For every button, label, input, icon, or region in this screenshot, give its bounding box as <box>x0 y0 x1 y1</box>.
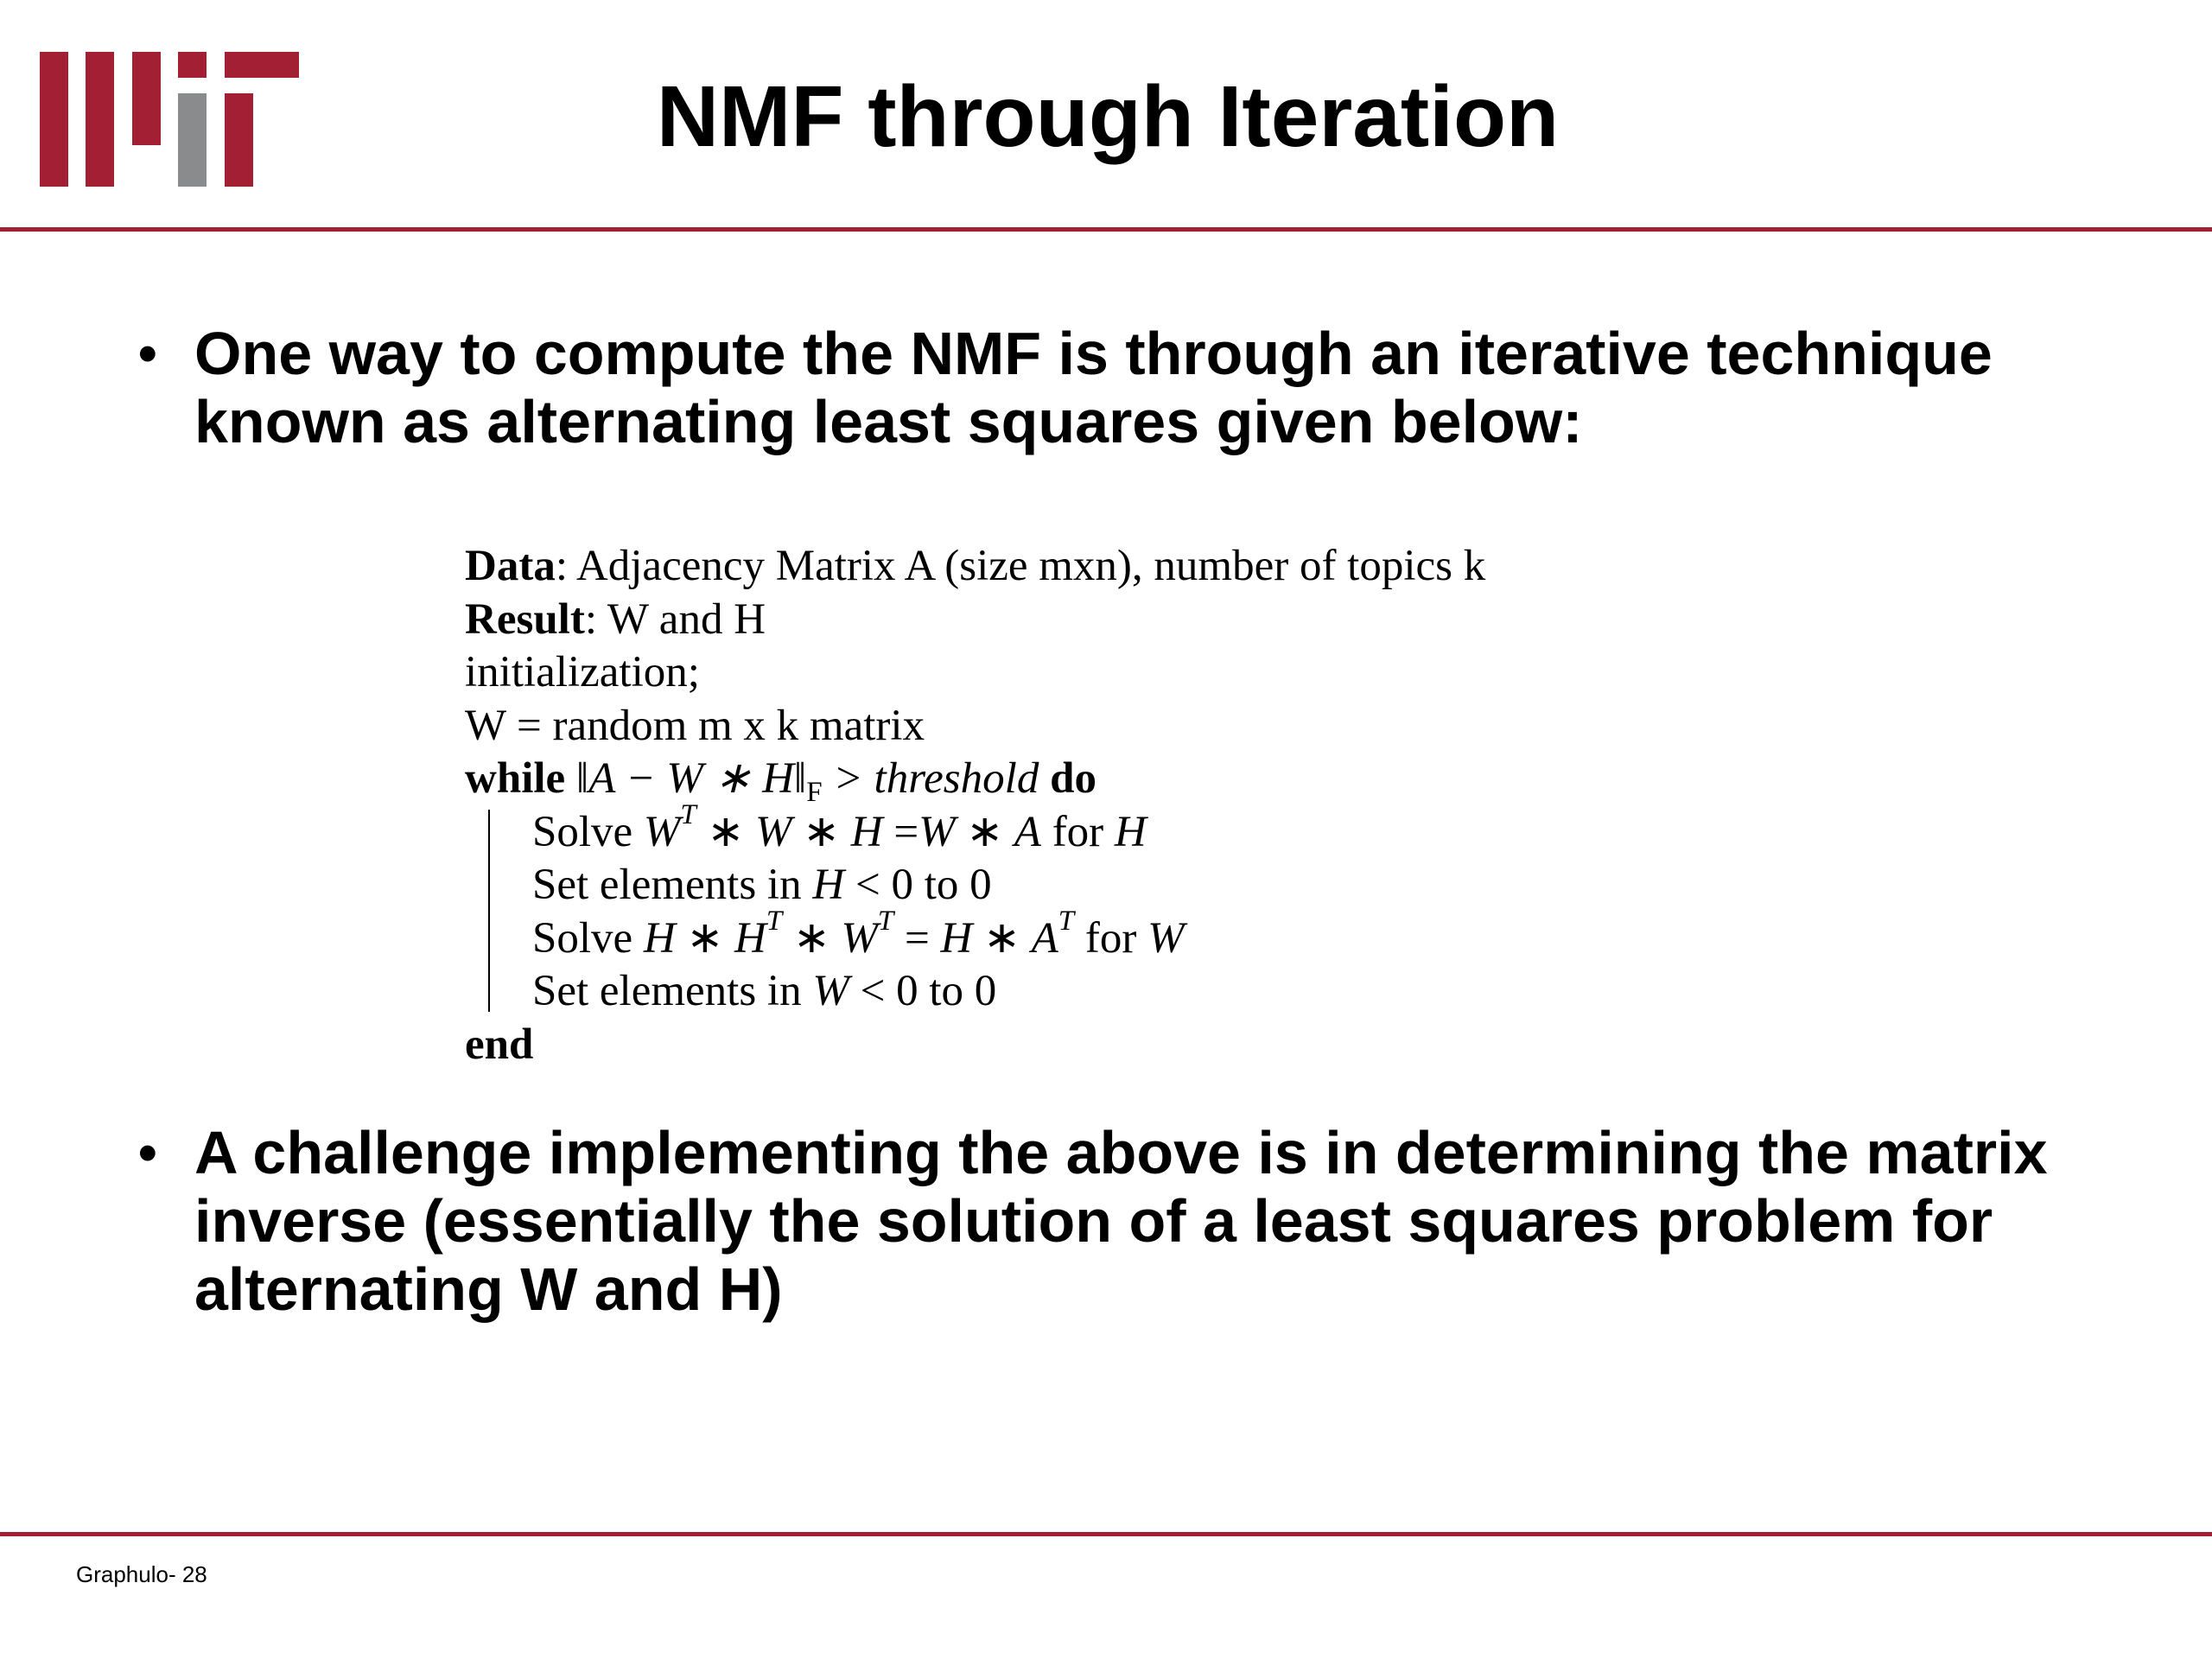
algo-init-line: initialization; <box>465 648 700 696</box>
bullet-item <box>138 1119 2126 1324</box>
algo-result-text: : W and H <box>584 594 766 644</box>
algo-data-text: : Adjacency Matrix A (size mxn), number of topics k <box>555 542 1486 590</box>
algorithm-block <box>465 540 1934 1071</box>
algo-w-line: W = random m x k matrix <box>465 701 925 750</box>
slide-title: NMF through Iteration <box>656 68 1560 165</box>
algo-loop-line: Solve H ∗ $H^T$ ∗ $W^T = H$ ∗ $A^T$ for W <box>532 905 1185 963</box>
algo-result-line <box>465 594 1934 647</box>
algo-while-rest: > threshold <box>822 754 1039 803</box>
algo-loop-body <box>465 798 1934 1019</box>
algo-data-line <box>465 540 1934 594</box>
algo-do-keyword: do <box>1050 754 1096 803</box>
algo-result-label: Result <box>465 594 585 644</box>
algo-while-subscript: F <box>806 777 823 808</box>
bullet-item <box>138 320 2126 456</box>
algo-loop-line: Set elements in W < 0 to 0 <box>532 967 997 1015</box>
algo-data-label: Data <box>465 542 556 590</box>
bullet-text: One way to compute the NMF is through an iterative technique known as alternating least squares given below: <box>194 320 1993 455</box>
bullet-dot: • <box>138 1123 157 1183</box>
algo-while-line <box>465 753 1934 806</box>
algo-loop-line: Set elements in H < 0 to 0 <box>532 861 992 909</box>
bullet-text: A challenge implementing the above is in determining the matrix inverse (essentially the solution of a least squares problem for alternating W and H) <box>194 1119 2048 1323</box>
algo-end-keyword: end <box>465 1020 534 1069</box>
algo-while-keyword: while <box>465 754 566 803</box>
slide-footer: Graphulo- 28 <box>76 1561 207 1587</box>
algo-end-line <box>465 1019 1934 1072</box>
algo-while-condition: ‖A − W ∗ H‖ <box>575 754 807 803</box>
header-divider <box>0 227 2212 232</box>
bullet-dot: • <box>138 324 157 384</box>
algo-loop-line: Solve $W^T$ ∗ W ∗ H =W ∗ A for H <box>532 798 1147 856</box>
footer-divider <box>0 1532 2212 1536</box>
